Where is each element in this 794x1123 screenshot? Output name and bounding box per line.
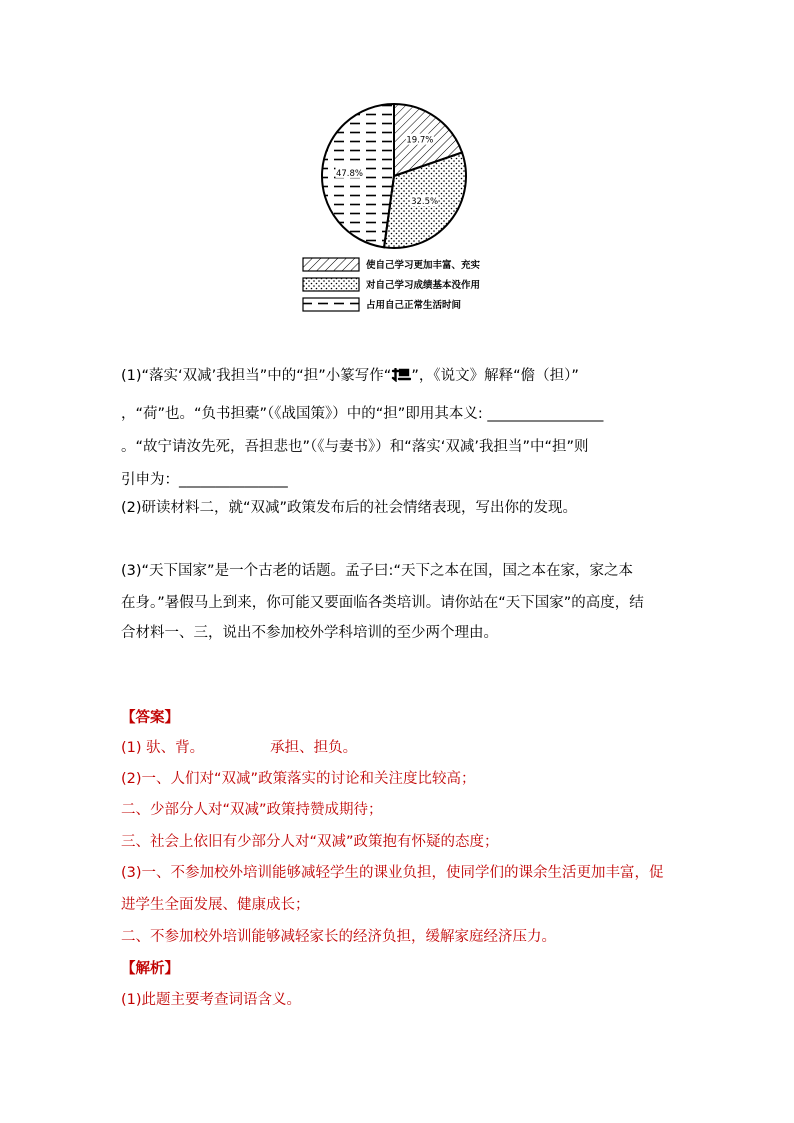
- answer-2-line-2: 二、少部分人对“双减”政策持赞成期待；: [121, 802, 383, 818]
- question-1-text-b: ”，《说文》解释“儋（担）”: [411, 368, 579, 384]
- question-3-line-3: 合材料一、三，说出不参加校外学科培训的至少两个理由。: [121, 625, 498, 641]
- question-1-line-3: 。“故宁请汝先死，吾担悲也”（《与妻书》）和“落实‘双减’我担当”中“担”则: [121, 439, 589, 455]
- answer-3-line-1: (3)一、不参加校外培训能够减轻学生的课业负担，使同学们的课余生活更加丰富，促: [121, 865, 664, 881]
- answer-3-line-3: 二、不参加校外培训能够减轻家长的经济负担，缓解家庭经济压力。: [121, 929, 556, 945]
- question-1-text-a: (1)“落实‘双减’我担当”中的“担”小篆写作“: [121, 368, 392, 384]
- legend-swatch: [303, 298, 359, 311]
- pie-value-label: 32.5%: [411, 197, 439, 208]
- pie-value-label: 19.7%: [406, 135, 434, 146]
- answer-heading: 【答案】: [121, 710, 179, 726]
- question-2: (2)研读材料二，就“双减”政策发布后的社会情绪表现，写出你的发现。: [121, 500, 578, 516]
- answer-1-part-1: (1) 驮、背。: [121, 740, 205, 756]
- legend-label: 使自己学习更加丰富、充实: [366, 260, 481, 271]
- legend-label: 占用自己正常生活时间: [366, 300, 462, 311]
- legend-swatch: [303, 278, 359, 291]
- question-3-line-2: 在身。”暑假马上到来，你可能又要面临各类培训。请你站在“天下国家”的高度，结: [121, 595, 644, 611]
- pie-value-label: 47.8%: [335, 168, 363, 179]
- answer-1-part-2: 承担、担负。: [270, 740, 358, 756]
- analysis-heading: 【解析】: [121, 961, 179, 977]
- answer-3-line-2: 进学生全面发展、健康成长；: [121, 897, 310, 913]
- question-1-line-1: [121, 366, 579, 386]
- legend-label: 对自己学习成绩基本没作用: [366, 280, 481, 291]
- pie-chart: [300, 92, 520, 332]
- answer-2-line-3: 三、社会上依旧有少部分人对“双减”政策抱有怀疑的态度；: [121, 834, 499, 850]
- answer-1: [121, 738, 357, 758]
- question-1-line-2: ，“荷”也。“负书担橐”（《战国策》）中的“担”即用其本义: ________________: [121, 406, 604, 422]
- analysis-line-1: (1)此题主要考查词语含义。: [121, 992, 302, 1008]
- legend-swatch: [303, 258, 359, 271]
- seal-script-character-image: [391, 368, 411, 382]
- question-1-line-4: 引申为：_______________: [121, 472, 288, 488]
- question-3-line-1: (3)“天下国家”是一个古老的话题。孟子曰:“天下之本在国，国之本在家，家之本: [121, 563, 633, 579]
- answer-2-line-1: (2)一、人们对“双减”政策落实的讨论和关注度比较高；: [121, 771, 476, 787]
